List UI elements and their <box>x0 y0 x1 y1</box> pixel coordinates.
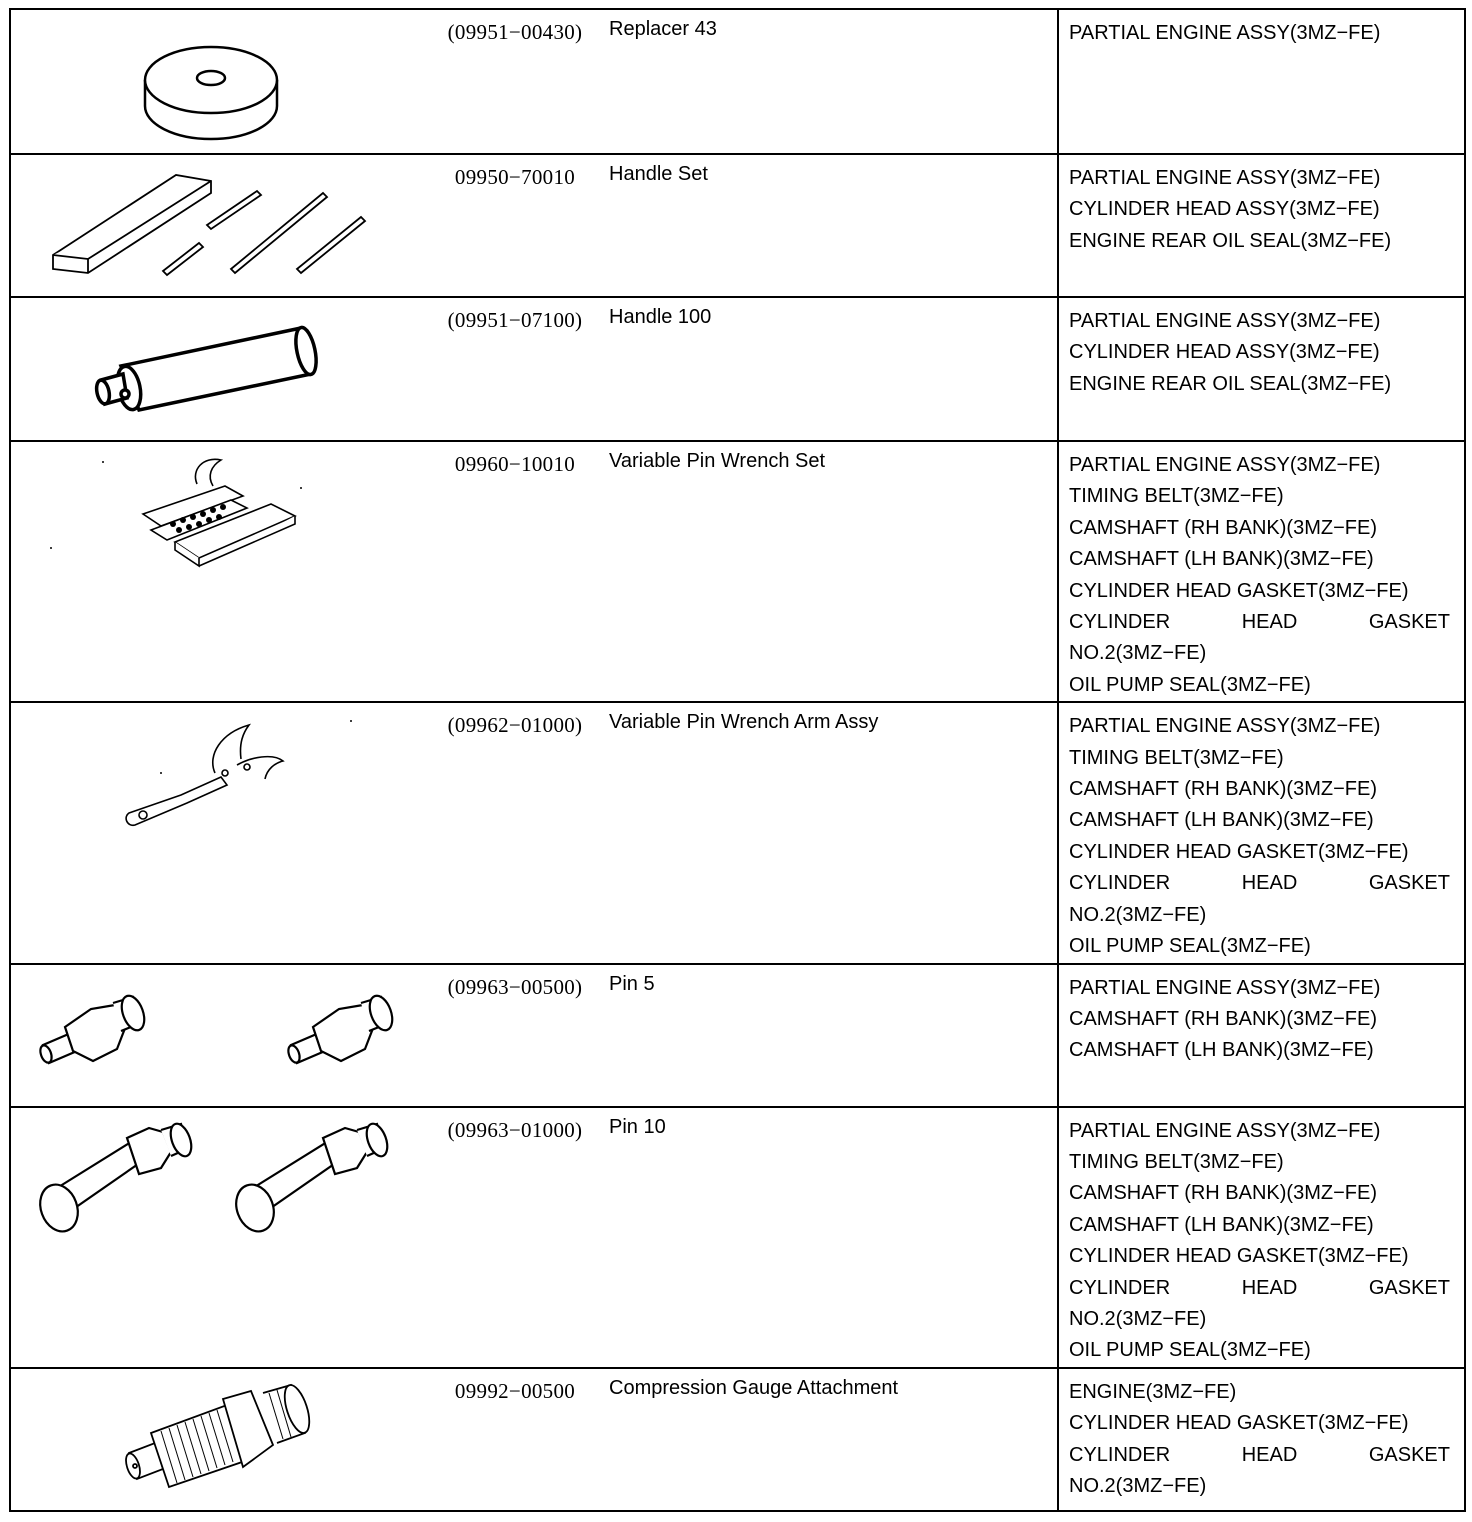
application-cell <box>1058 702 1465 963</box>
tool-cell <box>10 441 1058 702</box>
application-item: ENGINE REAR OIL SEAL(3MZ−FE) <box>1069 372 1392 395</box>
application-item: NO.2(3MZ−FE) <box>1069 1307 1207 1330</box>
tool-cell <box>10 9 1058 154</box>
part-number: (09963−00500) <box>447 974 583 999</box>
part-number: (09963−01000) <box>447 1117 583 1142</box>
tool-name: Handle Set <box>609 163 708 185</box>
tool-cell <box>10 702 1058 963</box>
table-row <box>10 441 1465 702</box>
application-item: CYLINDER HEAD GASKET <box>1069 872 1450 895</box>
part-number: (09951−07100) <box>447 308 583 332</box>
application-item: CAMSHAFT (LH BANK)(3MZ−FE) <box>1069 548 1374 571</box>
application-item: PARTIAL ENGINE ASSY(3MZ−FE) <box>1069 167 1381 189</box>
application-cell <box>1058 441 1465 702</box>
part-number: (09951−00430) <box>447 20 583 44</box>
table-row <box>10 154 1465 297</box>
application-item: CYLINDER HEAD GASKET(3MZ−FE) <box>1069 840 1409 863</box>
table-row <box>10 297 1465 441</box>
application-item: CYLINDER HEAD GASKET(3MZ−FE) <box>1069 579 1409 602</box>
application-item: CYLINDER HEAD GASKET(3MZ−FE) <box>1069 1412 1409 1435</box>
application-item: CAMSHAFT (LH BANK)(3MZ−FE) <box>1069 1039 1374 1062</box>
application-item: OIL PUMP SEAL(3MZ−FE) <box>1069 1339 1311 1362</box>
application-item: TIMING BELT(3MZ−FE) <box>1069 485 1284 508</box>
tool-cell <box>10 1368 1058 1511</box>
tool-cell <box>10 297 1058 441</box>
tool-name: Handle 100 <box>609 306 712 328</box>
application-item: PARTIAL ENGINE ASSY(3MZ−FE) <box>1069 1119 1381 1142</box>
part-number: 09992−00500 <box>454 1378 576 1403</box>
compression-gauge-attachment-icon <box>11 1369 421 1510</box>
tool-cell <box>10 964 1058 1107</box>
application-cell <box>1058 297 1465 441</box>
tool-name: Compression Gauge Attachment <box>609 1376 899 1399</box>
tool-name: Pin 5 <box>609 972 655 995</box>
application-item: CAMSHAFT (LH BANK)(3MZ−FE) <box>1069 1213 1374 1236</box>
application-item: CAMSHAFT (RH BANK)(3MZ−FE) <box>1069 516 1377 539</box>
table-row <box>10 1368 1465 1511</box>
application-item: CYLINDER HEAD GASKET <box>1069 1276 1450 1299</box>
tool-name: Variable Pin Wrench Set <box>609 450 826 472</box>
application-item: OIL PUMP SEAL(3MZ−FE) <box>1069 935 1311 958</box>
part-number: 09950−70010 <box>454 165 576 189</box>
application-cell <box>1058 964 1465 1107</box>
table-row <box>10 702 1465 963</box>
application-item: CAMSHAFT (RH BANK)(3MZ−FE) <box>1069 1182 1377 1205</box>
table-row <box>10 1107 1465 1368</box>
application-item: CYLINDER HEAD GASKET <box>1069 1443 1450 1466</box>
application-item: PARTIAL ENGINE ASSY(3MZ−FE) <box>1069 22 1381 44</box>
tool-name: Replacer 43 <box>609 18 717 40</box>
part-number: (09962−01000) <box>447 713 583 738</box>
handle-cylinder-icon <box>11 298 421 440</box>
application-item: PARTIAL ENGINE ASSY(3MZ−FE) <box>1069 310 1381 332</box>
replacer-disc-icon <box>11 10 421 153</box>
handle-set-icon <box>11 155 421 296</box>
tool-cell <box>10 154 1058 297</box>
part-number: 09960−10010 <box>454 452 576 476</box>
application-item: PARTIAL ENGINE ASSY(3MZ−FE) <box>1069 454 1381 476</box>
pin-wrench-arm-icon <box>11 703 421 962</box>
table-row <box>10 964 1465 1107</box>
tool-cell <box>10 1107 1058 1368</box>
application-item: PARTIAL ENGINE ASSY(3MZ−FE) <box>1069 715 1381 738</box>
pin-wrench-set-icon <box>11 442 421 701</box>
application-item: PARTIAL ENGINE ASSY(3MZ−FE) <box>1069 976 1381 999</box>
application-cell <box>1058 1368 1465 1511</box>
pin-long-icon <box>11 1108 421 1367</box>
table-row <box>10 9 1465 154</box>
application-item: CYLINDER HEAD ASSY(3MZ−FE) <box>1069 341 1380 364</box>
application-item: NO.2(3MZ−FE) <box>1069 903 1207 926</box>
application-cell <box>1058 9 1465 154</box>
application-item: TIMING BELT(3MZ−FE) <box>1069 1150 1284 1173</box>
application-item: NO.2(3MZ−FE) <box>1069 642 1207 665</box>
special-tools-table <box>9 8 1466 1512</box>
tool-name: Pin 10 <box>609 1115 666 1138</box>
application-item: NO.2(3MZ−FE) <box>1069 1474 1207 1497</box>
application-item: ENGINE(3MZ−FE) <box>1069 1380 1237 1403</box>
application-item: TIMING BELT(3MZ−FE) <box>1069 746 1284 769</box>
application-item: CAMSHAFT (RH BANK)(3MZ−FE) <box>1069 1007 1377 1030</box>
application-item: CYLINDER HEAD GASKET <box>1069 611 1450 634</box>
tool-name: Variable Pin Wrench Arm Assy <box>609 711 879 734</box>
application-cell <box>1058 154 1465 297</box>
application-item: CYLINDER HEAD GASKET(3MZ−FE) <box>1069 1245 1409 1268</box>
application-item: OIL PUMP SEAL(3MZ−FE) <box>1069 673 1311 696</box>
application-item: CYLINDER HEAD ASSY(3MZ−FE) <box>1069 198 1380 221</box>
pin-short-icon <box>11 965 421 1106</box>
application-item: CAMSHAFT (RH BANK)(3MZ−FE) <box>1069 778 1377 801</box>
application-item: ENGINE REAR OIL SEAL(3MZ−FE) <box>1069 229 1392 252</box>
application-cell <box>1058 1107 1465 1368</box>
application-item: CAMSHAFT (LH BANK)(3MZ−FE) <box>1069 809 1374 832</box>
